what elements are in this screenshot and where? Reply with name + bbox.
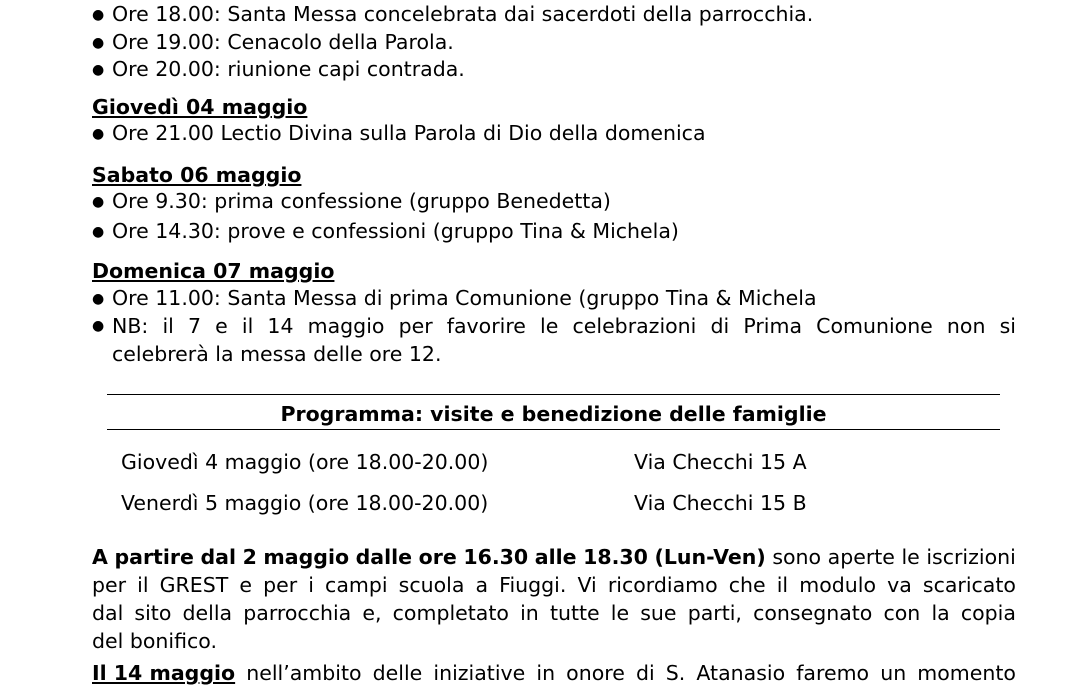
nb-word: il (162, 314, 174, 338)
word: il (137, 573, 149, 597)
word: dal (92, 601, 124, 625)
word: i (308, 573, 314, 597)
word: per (92, 573, 127, 597)
paragraph-1-line-3 (92, 599, 1016, 627)
word: Atanasio (696, 661, 786, 685)
day-heading-1: Giovedì 04 maggio (92, 95, 308, 119)
word: dalle (355, 545, 413, 569)
nb-word: il (241, 314, 254, 338)
word: maggio (263, 545, 350, 569)
word: delle (372, 661, 423, 685)
nb-word: favorire (446, 314, 526, 338)
word: Vi (577, 573, 597, 597)
word: le (901, 545, 920, 569)
word: aperte (827, 545, 895, 569)
nb-word: Prima (743, 314, 803, 338)
word: consegnato (753, 601, 873, 625)
intro-item-3-text: Ore 20.00: riunione capi contrada. (112, 57, 465, 81)
day-heading-3: Domenica 07 maggio (92, 259, 335, 283)
programma-header-rule (107, 429, 1000, 430)
word: parti, (687, 601, 742, 625)
word: onore (566, 661, 625, 685)
word: ore (418, 545, 457, 569)
nb-note-line-2: celebrerà la messa delle ore 12. (112, 342, 442, 366)
word: di (635, 661, 655, 685)
word: con (883, 601, 921, 625)
word: campi (325, 573, 388, 597)
word: partire (114, 545, 194, 569)
word: sue (640, 601, 677, 625)
word: e, (362, 601, 382, 625)
nb-word: celebrazioni (572, 314, 697, 338)
programma-top-rule (107, 394, 1000, 395)
programma-title: Programma: visite e benedizione delle famiglie (280, 402, 827, 426)
intro-item-2-text: Ore 19.00: Cenacolo della Parola. (112, 30, 454, 54)
day-2-item-2 (92, 219, 679, 244)
bullet-icon: ● (92, 291, 105, 307)
nb-word: di (710, 314, 730, 338)
word: alle (534, 545, 577, 569)
word: A (92, 545, 108, 569)
word: della (182, 601, 233, 625)
day-3-item-1 (92, 286, 817, 311)
word: per (263, 573, 298, 597)
nb-word: le (540, 314, 559, 338)
day-2-item-1-text: Ore 9.30: prima confessione (gruppo Benedetta) (112, 189, 611, 213)
bullet-icon: ● (92, 194, 105, 210)
word: iscrizioni (926, 545, 1016, 569)
day-heading-2: Sabato 06 maggio (92, 163, 302, 187)
paragraph-2-lead: Il 14 maggio (92, 661, 236, 685)
word: la (931, 601, 950, 625)
word: ricordiamo (607, 573, 718, 597)
word: parrocchia (243, 601, 352, 625)
bullet-icon: ● (92, 7, 105, 23)
nb-word: NB: (112, 314, 149, 338)
nb-word: maggio (307, 314, 385, 338)
word: completato (392, 601, 509, 625)
word: sono (772, 545, 822, 569)
nb-word: e (215, 314, 228, 338)
day-2-item-2-text: Ore 14.30: prove e confessioni (gruppo Tina & Michela) (112, 219, 679, 243)
word: le (610, 601, 630, 625)
word: faremo (796, 661, 870, 685)
nb-word: si (999, 314, 1016, 338)
word: 18.30 (583, 545, 648, 569)
word: S. (665, 661, 686, 685)
word: un (880, 661, 907, 685)
bullet-icon: ● (92, 318, 105, 334)
bullet-icon: ● (92, 126, 105, 142)
word: (Lun-Ven) (654, 545, 766, 569)
word: va (887, 573, 912, 597)
intro-item-3 (92, 57, 465, 82)
day-1-item-1-text: Ore 21.00 Lectio Divina sulla Parola di Dio della domenica (112, 121, 706, 145)
paragraph-1-line-4: del bonifico. (92, 629, 217, 653)
word: il (776, 573, 789, 597)
word: Fiuggi. (499, 573, 567, 597)
word: dal (200, 545, 237, 569)
word: scuola (398, 573, 465, 597)
nb-note (92, 314, 1016, 338)
paragraph-2-line-1 (92, 659, 1016, 687)
nb-word: non (946, 314, 986, 338)
word: che (728, 573, 766, 597)
nb-word: Comunione (816, 314, 933, 338)
bullet-icon: ● (92, 224, 105, 240)
intro-item-1-text: Ore 18.00: Santa Messa concelebrata dai sacerdoti della parrocchia. (112, 2, 814, 26)
word: momento (917, 661, 1016, 685)
word: 16.30 (463, 545, 529, 569)
bullet-icon: ● (92, 35, 105, 51)
intro-item-2 (92, 30, 454, 55)
programma-row-1-when: Giovedì 4 maggio (ore 18.00-20.00) (121, 450, 489, 474)
bullet-icon: ● (92, 62, 105, 78)
word: scaricato (922, 573, 1016, 597)
paragraph-1-line-1 (92, 543, 1016, 571)
programma-row-1-where: Via Checchi 15 A (634, 450, 807, 474)
word: 2 (242, 545, 257, 569)
word: GREST (159, 573, 229, 597)
word: nell’ambito (246, 661, 362, 685)
programma-row-2-where: Via Checchi 15 B (634, 491, 807, 515)
word: sito (134, 601, 172, 625)
word: e (239, 573, 252, 597)
word: in (520, 601, 539, 625)
word: a (475, 573, 489, 597)
programma-row-2-when: Venerdì 5 maggio (ore 18.00-20.00) (121, 491, 489, 515)
nb-word: 14 (267, 314, 294, 338)
day-3-item-1-text: Ore 11.00: Santa Messa di prima Comunione (gruppo Tina & Michela (112, 286, 817, 310)
word: modulo (799, 573, 876, 597)
word: tutte (549, 601, 600, 625)
nb-word: per (398, 314, 433, 338)
nb-word: 7 (187, 314, 202, 338)
nb-note-line-1 (112, 314, 1016, 338)
word: in (536, 661, 556, 685)
day-1-item-1 (92, 121, 706, 146)
word: iniziative (433, 661, 526, 685)
intro-item-1 (92, 2, 813, 27)
word: copia (960, 601, 1016, 625)
day-2-item-1 (92, 189, 611, 214)
paragraph-1-line-2 (92, 571, 1016, 599)
